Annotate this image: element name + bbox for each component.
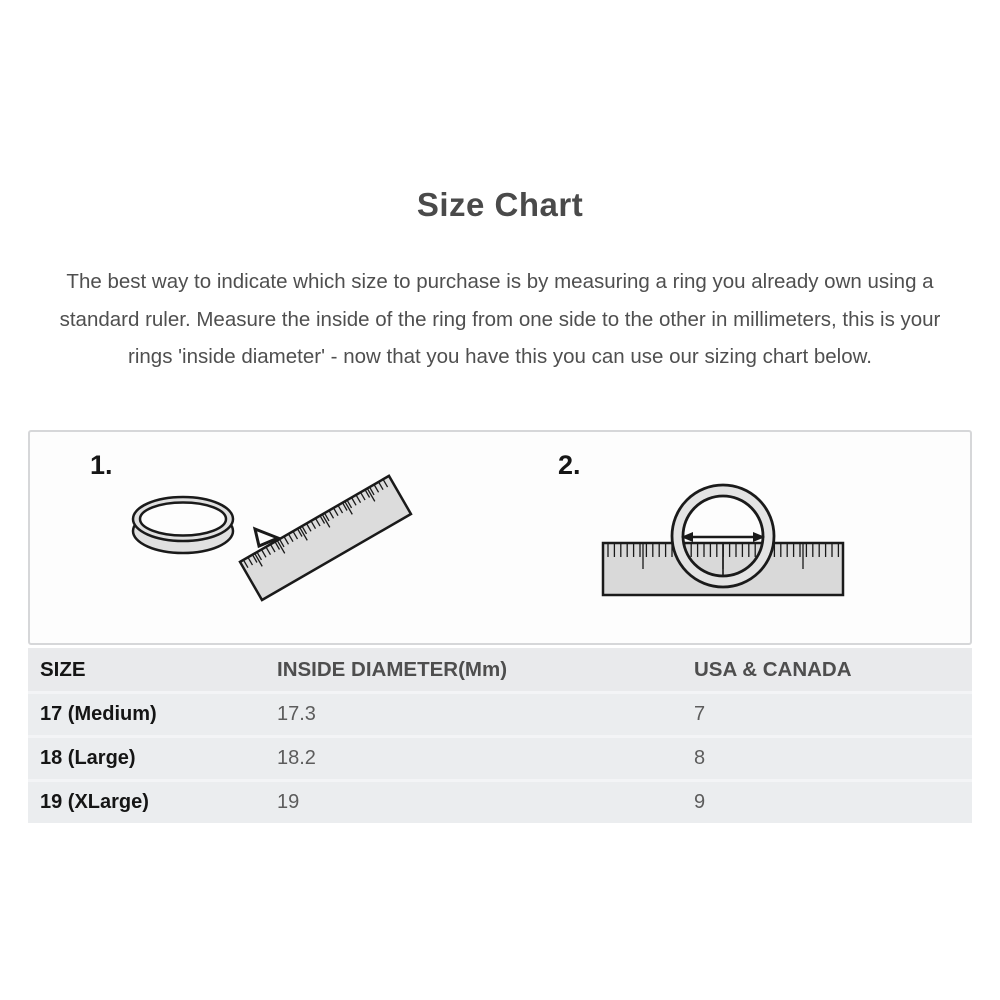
inside-diameter-cell: 17.3 [277, 703, 316, 725]
intro-paragraph: The best way to indicate which size to purchase is by measuring a ring you already own using a standard ruler. Measure the inside of the ring from one side to the other in millimeters, this is your rings 'inside diameter' - now that you have this you can use our sizing chart below. [59, 270, 941, 368]
col-header-usa-canada: USA & CANADA [694, 657, 852, 681]
step1-number-label: 1. [90, 450, 113, 480]
table-row-size-17 [28, 691, 972, 735]
size-cell: 18 (Large) [40, 747, 136, 769]
inside-diameter-arrow-icon [681, 532, 765, 542]
page-title: Size Chart [416, 186, 584, 223]
measuring-illustration-panel [28, 430, 972, 645]
table-header-row [28, 648, 972, 691]
usa-canada-cell: 7 [694, 703, 706, 725]
size-chart-table [28, 648, 972, 823]
ring-band-icon [133, 497, 233, 553]
size-cell: 19 (XLarge) [40, 791, 149, 813]
table-row-size-19 [28, 779, 972, 823]
usa-canada-cell: 9 [694, 791, 706, 813]
table-row-size-18 [28, 735, 972, 779]
usa-canada-cell: 8 [694, 747, 706, 769]
col-header-size: SIZE [40, 657, 86, 681]
size-cell: 17 (Medium) [40, 703, 157, 725]
illustration-canvas [30, 432, 970, 643]
inside-diameter-cell: 19 [277, 791, 300, 813]
inside-diameter-cell: 18.2 [277, 747, 316, 769]
step2-number-label: 2. [558, 450, 581, 480]
col-header-inside-diameter: INSIDE DIAMETER(Mm) [277, 657, 508, 681]
